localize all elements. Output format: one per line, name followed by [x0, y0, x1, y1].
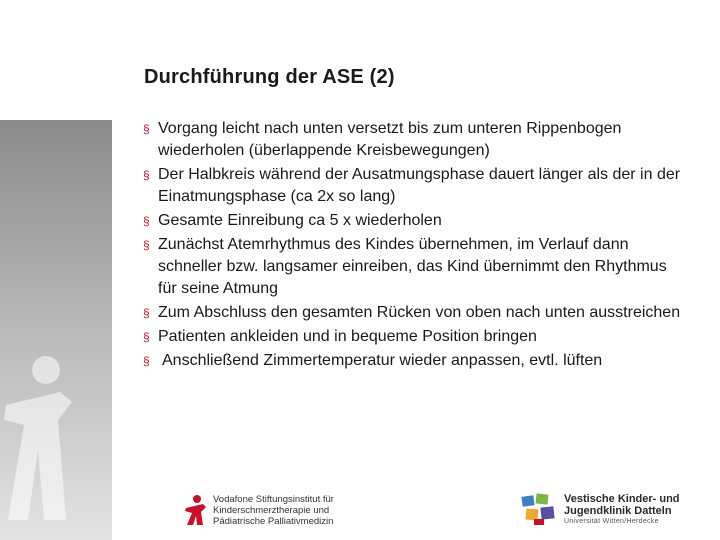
bullet-marker: §	[143, 122, 150, 136]
bullet-marker: §	[143, 214, 150, 228]
bullet-marker: §	[143, 306, 150, 320]
decorative-side-band	[0, 120, 112, 540]
list-item: § Vorgang leicht nach unten versetzt bis zum unteren Rippenbogen wiederholen (überlappende Kreisbewegungen)	[143, 120, 622, 159]
institute-name-line: Pädiatrische Palliativmedizin	[213, 515, 334, 527]
slide-title: Durchführung der ASE (2)	[144, 66, 395, 88]
figure-watermark-icon	[0, 120, 112, 540]
institute-name-line: Kinderschmerztherapie und	[213, 504, 330, 516]
clinic-logo	[520, 492, 680, 526]
list-item: § Der Halbkreis während der Ausatmungsphase dauert länger als der in der Einatmungsphase (ca 2x so lang)	[143, 166, 681, 205]
bullet-list	[143, 118, 683, 374]
university-label: Universität Witten/Herdecke	[564, 517, 659, 525]
list-item: § Anschließend Zimmertemperatur wieder anpassen, evtl. lüften	[143, 350, 683, 372]
bullet-marker: §	[143, 354, 150, 368]
bullet-marker: §	[143, 238, 150, 252]
institute-logo	[185, 492, 334, 528]
list-item: § Gesamte Einreibung ca 5 x wiederholen	[143, 210, 683, 232]
list-item: § Patienten ankleiden und in bequeme Position bringen	[143, 326, 683, 348]
institute-name-line: Vodafone Stiftungsinstitut für	[213, 493, 334, 505]
clinic-name-line: Jugendklinik Datteln	[564, 504, 672, 517]
list-item: § Zum Abschluss den gesamten Rücken von oben nach unten ausstreichen	[143, 302, 683, 324]
clinic-blocks-logo-icon	[520, 492, 558, 526]
bullet-marker: §	[143, 168, 150, 182]
list-item: § Zunächst Atemrhythmus des Kindes übernehmen, im Verlauf dann schneller bzw. langsamer einreiben, das Kind übernimmt den Rhythmus für seine Atmung	[143, 236, 667, 297]
bullet-marker: §	[143, 330, 150, 344]
figure-logo-icon	[185, 494, 207, 526]
clinic-name-line: Vestische Kinder- und	[564, 492, 680, 505]
